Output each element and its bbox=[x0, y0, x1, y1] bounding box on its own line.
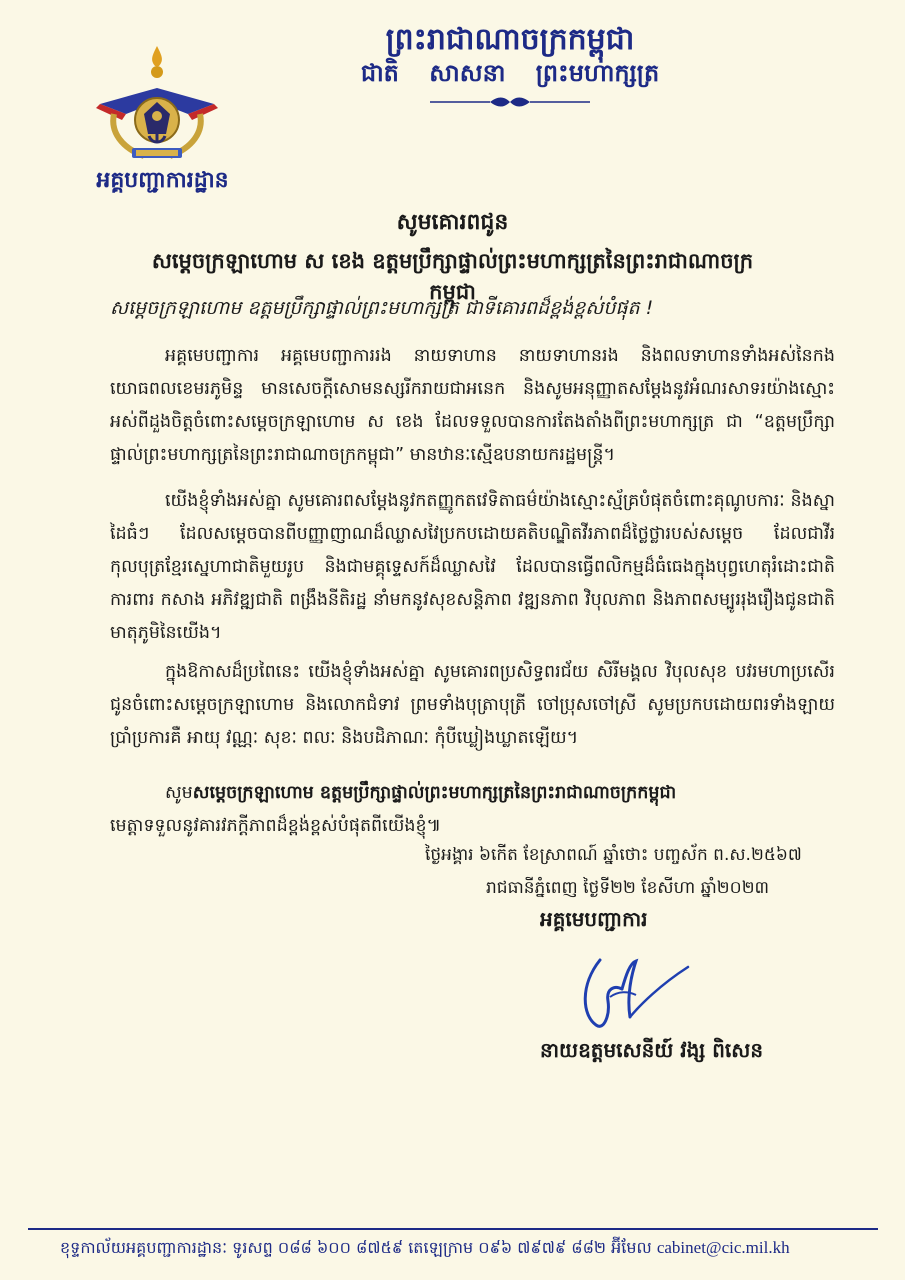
closing-rest: មេត្តាទទួលនូវគារវភក្តីភាពដ៏ខ្ពង់ខ្ពស់បំផុតពីយើងខ្ញុំ៕ bbox=[110, 816, 442, 836]
footer-divider bbox=[28, 1228, 878, 1230]
lunar-date: ថ្ងៃអង្គារ ៦កើត ខែស្រាពណ៍ ឆ្នាំថោះ បញ្ចស័ក ព.ស.២៥៦៧ bbox=[425, 845, 802, 865]
solar-date: រាជធានីភ្នំពេញ ថ្ងៃទី២២ ខែសីហា ឆ្នាំ២០២៣ bbox=[486, 878, 770, 898]
signer-title: អគ្គមេបញ្ជាការ bbox=[540, 907, 648, 931]
organization-name: អគ្គបញ្ជាការដ្ឋាន bbox=[96, 168, 229, 193]
signer-name: នាយឧត្តមសេនីយ៍ វង្ស ពិសេន bbox=[540, 1038, 764, 1062]
footer-address: ខុទ្ទកាល័យអគ្គបញ្ជាការដ្ឋានៈ ទូរសព្ទ ០៨៨ ៦០០ ៨៧៥៩ តេឡេក្រាម ០៩៦ ៧៩៧៩ ៨៨២ អ៊ីមែល bbox=[60, 1238, 652, 1257]
body-paragraph-2: យើងខ្ញុំទាំងអស់គ្នា សូមគោរពសម្តែងនូវកតញ្ញូកតវេទិតាធម៌យ៉ាងស្មោះស្ម័គ្របំផុតចំពោះគុណូបការៈ និងស្នាដៃធំៗ ដែលសម្តេចបានពីបញ្ញាញាណដ៏ឈ្លាសវៃប្រកបដោយគតិបណ្ឌិតវីរភាពដ៏ថ្លៃថ្លារបស់សម្តេច ដែលជាវីរកុលបុត្រខ្មែរស្នេហាជាតិមួយរូប និងជាមគ្គុទ្ទេសក៍ដ៏ឈ្លាសវៃ ដែលបានធ្វើពលិកម្មដ៏ធំធេងក្នុងបុព្វហេតុរំដោះជាតិ ការពារ កសាង អភិវឌ្ឍជាតិ ពង្រឹងនីតិរដ្ឋ នាំមកនូវសុខសន្តិភាព វឌ្ឍនភាព វិបុលភាព និងភាពសម្បូររុងរឿងជូនជាតិ មាតុភូមិនៃយើង។ bbox=[110, 491, 835, 643]
greeting-title: សូមគោរពជូន bbox=[396, 210, 509, 235]
ornament-divider-icon bbox=[430, 96, 590, 108]
closing-paragraph bbox=[110, 777, 835, 843]
footer-email[interactable]: cabinet@cic.mil.kh bbox=[656, 1238, 790, 1257]
body-paragraph-1: អគ្គមេបញ្ជាការ អគ្គមេបញ្ជាការរង នាយទាហាន នាយទាហានរង និងពលទាហានទាំងអស់នៃកងយោធពលខេមរភូមិន្ទ មានសេចក្តីសោមនស្សរីករាយជាអនេក និងសូមអនុញ្ញាតសម្តែងនូវអំណរសាទរយ៉ាងស្មោះអស់ពីដួងចិត្តចំពោះសម្តេចក្រឡាហោម ស ខេង ដែលទទួលបានការតែងតាំងពីព្រះមហាក្សត្រ ជា “ឧត្តមប្រឹក្សាផ្ទាល់ព្រះមហាក្សត្រនៃព្រះរាជាណាចក្រកម្ពុជា” មានឋានៈស្មើឧបនាយករដ្ឋមន្ត្រី។ bbox=[110, 346, 835, 465]
salutation: សម្តេចក្រឡាហោម ឧត្តមប្រឹក្សាផ្ទាល់ព្រះមហាក្សត្រ ជាទីគោរពដ៏ខ្ពង់ខ្ពស់បំផុត ! bbox=[110, 297, 654, 319]
national-motto: ជាតិ សាសនា ព្រះមហាក្សត្រ bbox=[360, 59, 660, 87]
military-emblem-icon bbox=[92, 44, 222, 166]
body-paragraph-3: ក្នុងឱកាសដ៏ប្រពៃនេះ យើងខ្ញុំទាំងអស់គ្នា សូមគោរពប្រសិទ្ធពរជ័យ សិរីមង្គល វិបុលសុខ បវរមហាប្រសើរ ជូនចំពោះសម្តេចក្រឡាហោម និងលោកជំទាវ ព្រមទាំងបុត្រាបុត្រី ចៅប្រុសចៅស្រី សូមប្រកបដោយពរទាំងឡាយប្រាំប្រការគឺ អាយុ វណ្ណៈ សុខៈ ពលៈ និងបដិភាណៈ កុំបីឃ្លៀងឃ្លាតឡើយ។ bbox=[110, 662, 835, 748]
handwritten-signature-icon bbox=[570, 945, 695, 1040]
kingdom-title: ព្រះរាជាណាចក្រកម្ពុជា bbox=[385, 22, 635, 57]
closing-recipient: សម្តេចក្រឡាហោម ឧត្តមប្រឹក្សាផ្ទាល់ព្រះមហាក្សត្រនៃព្រះរាជាណាចក្រកម្ពុជា bbox=[192, 783, 677, 803]
footer-contact bbox=[60, 1237, 865, 1261]
closing-prefix: សូម bbox=[165, 783, 193, 803]
recipient-line: សម្តេចក្រឡាហោម ស ខេង ឧត្តមប្រឹក្សាផ្ទាល់ព្រះមហាក្សត្រនៃព្រះរាជាណាចក្រកម្ពុជា bbox=[151, 249, 754, 304]
